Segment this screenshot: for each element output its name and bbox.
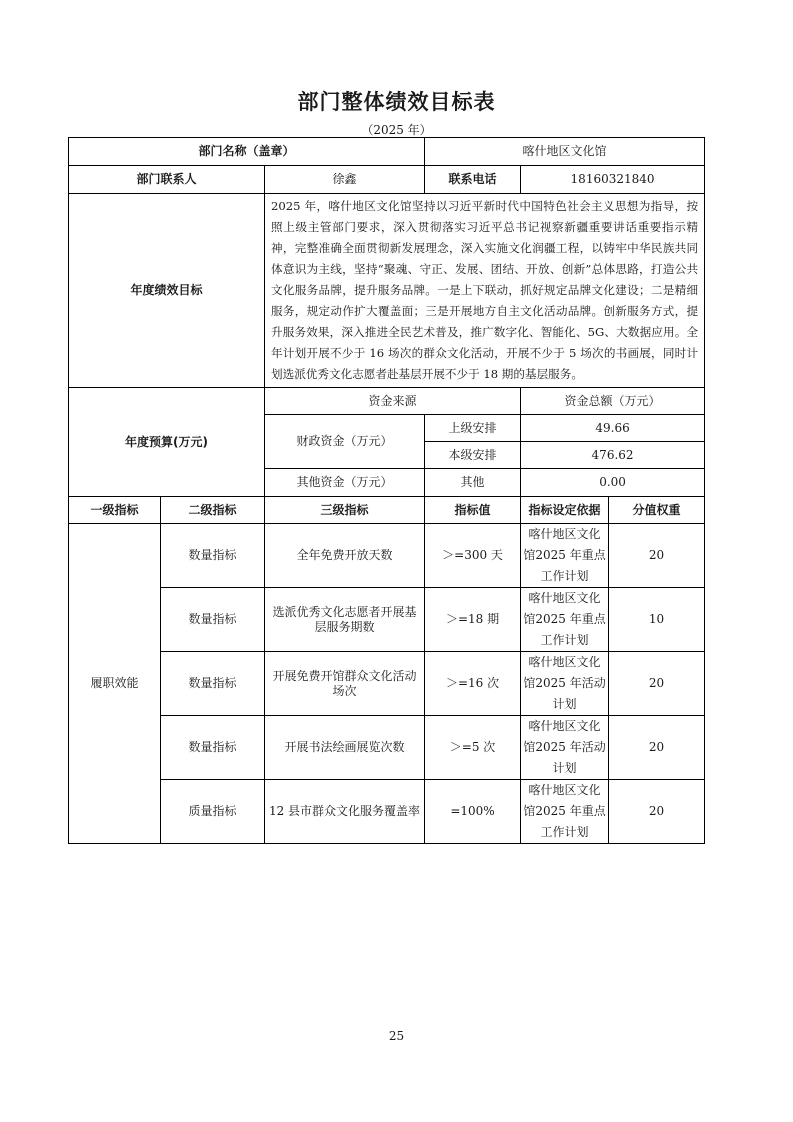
goal-label: 年度绩效目标 — [69, 194, 265, 388]
value-cell: ＞=5 次 — [425, 716, 521, 780]
level2-cell: 数量指标 — [161, 524, 265, 588]
header-level3: 三级指标 — [265, 497, 425, 524]
dept-name-value: 喀什地区文化馆 — [425, 138, 705, 166]
phone-label: 联系电话 — [425, 166, 521, 194]
other-fund-label: 其他资金（万元） — [265, 469, 425, 497]
weight-cell: 20 — [609, 524, 705, 588]
fund-source-header: 资金来源 — [265, 388, 521, 415]
upper-arrangement-value: 49.66 — [521, 415, 705, 442]
dept-contact-label: 部门联系人 — [69, 166, 265, 194]
year-label: （2025 年） — [361, 123, 432, 137]
level3-cell: 选派优秀文化志愿者开展基层服务期数 — [265, 588, 425, 652]
basis-cell: 喀什地区文化馆2025 年重点工作计划 — [521, 780, 609, 844]
header-basis: 指标设定依据 — [521, 497, 609, 524]
fund-total-header: 资金总额（万元） — [521, 388, 705, 415]
local-arrangement-value: 476.62 — [521, 442, 705, 469]
basis-cell: 喀什地区文化馆2025 年活动计划 — [521, 652, 609, 716]
level2-cell: 质量指标 — [161, 780, 265, 844]
budget-header-row — [69, 388, 705, 415]
table-row — [69, 780, 705, 844]
level3-cell: 12 县市群众文化服务覆盖率 — [265, 780, 425, 844]
table-row — [69, 524, 705, 588]
table-row — [69, 716, 705, 780]
goal-text: 2025 年，喀什地区文化馆坚持以习近平新时代中国特色社会主义思想为指导，按照上级主管部门要求，深入贯彻落实习近平总书记视察新疆重要讲话重要指示精神，完整准确全面贯彻新发展理念，深入实施文化润疆工程，以铸牢中华民族共同体意识为主线，坚持“聚魂、守正、发展、团结、开放、创新”总体思路，打造公共文化服务品牌，提升服务品牌。一是上下联动，抓好规定品牌文化建设；二是精细服务，规定动作扩大覆盖面；三是开展地方自主文化活动品牌。创新服务方式，提升服务效果，深入推进全民艺术普及，推广数字化、智能化、5G、大数据应用。全年计划开展不少于 16 场次的群众文化活动，开展不少于 5 场次的书画展，同时计划选派优秀文化志愿者赴基层开展不少于 18 期的基层服务。 — [265, 194, 705, 388]
dept-contact-row — [69, 166, 705, 194]
table-row — [69, 652, 705, 716]
fiscal-fund-label: 财政资金（万元） — [265, 415, 425, 469]
level2-cell: 数量指标 — [161, 652, 265, 716]
header-value: 指标值 — [425, 497, 521, 524]
budget-label: 年度预算(万元) — [69, 388, 265, 497]
level1-performance: 履职效能 — [69, 524, 161, 844]
dept-name-label: 部门名称（盖章） — [69, 138, 425, 166]
level3-cell: 开展书法绘画展览次数 — [265, 716, 425, 780]
value-cell: ＞=16 次 — [425, 652, 521, 716]
page-number: 25 — [388, 1029, 405, 1043]
indicator-header-row — [69, 497, 705, 524]
dept-name-row — [69, 138, 705, 166]
basis-cell: 喀什地区文化馆2025 年重点工作计划 — [521, 524, 609, 588]
goal-row — [69, 194, 705, 388]
level3-cell: 开展免费开馆群众文化活动场次 — [265, 652, 425, 716]
weight-cell: 20 — [609, 716, 705, 780]
other-fund-value: 0.00 — [521, 469, 705, 497]
level2-cell: 数量指标 — [161, 716, 265, 780]
weight-cell: 20 — [609, 652, 705, 716]
local-arrangement-label: 本级安排 — [425, 442, 521, 469]
value-cell: ＞=300 天 — [425, 524, 521, 588]
phone-value: 18160321840 — [521, 166, 705, 194]
table-row — [69, 588, 705, 652]
header-level1: 一级指标 — [69, 497, 161, 524]
upper-arrangement-label: 上级安排 — [425, 415, 521, 442]
weight-cell: 10 — [609, 588, 705, 652]
performance-table — [68, 137, 705, 844]
other-fund-sub-label: 其他 — [425, 469, 521, 497]
header-level2: 二级指标 — [161, 497, 265, 524]
value-cell: ＞=18 期 — [425, 588, 521, 652]
dept-contact-value: 徐鑫 — [265, 166, 425, 194]
page-title: 部门整体绩效目标表 — [297, 90, 496, 114]
basis-cell: 喀什地区文化馆2025 年重点工作计划 — [521, 588, 609, 652]
weight-cell: 20 — [609, 780, 705, 844]
level2-cell: 数量指标 — [161, 588, 265, 652]
level3-cell: 全年免费开放天数 — [265, 524, 425, 588]
basis-cell: 喀什地区文化馆2025 年活动计划 — [521, 716, 609, 780]
value-cell: =100% — [425, 780, 521, 844]
header-weight: 分值权重 — [609, 497, 705, 524]
